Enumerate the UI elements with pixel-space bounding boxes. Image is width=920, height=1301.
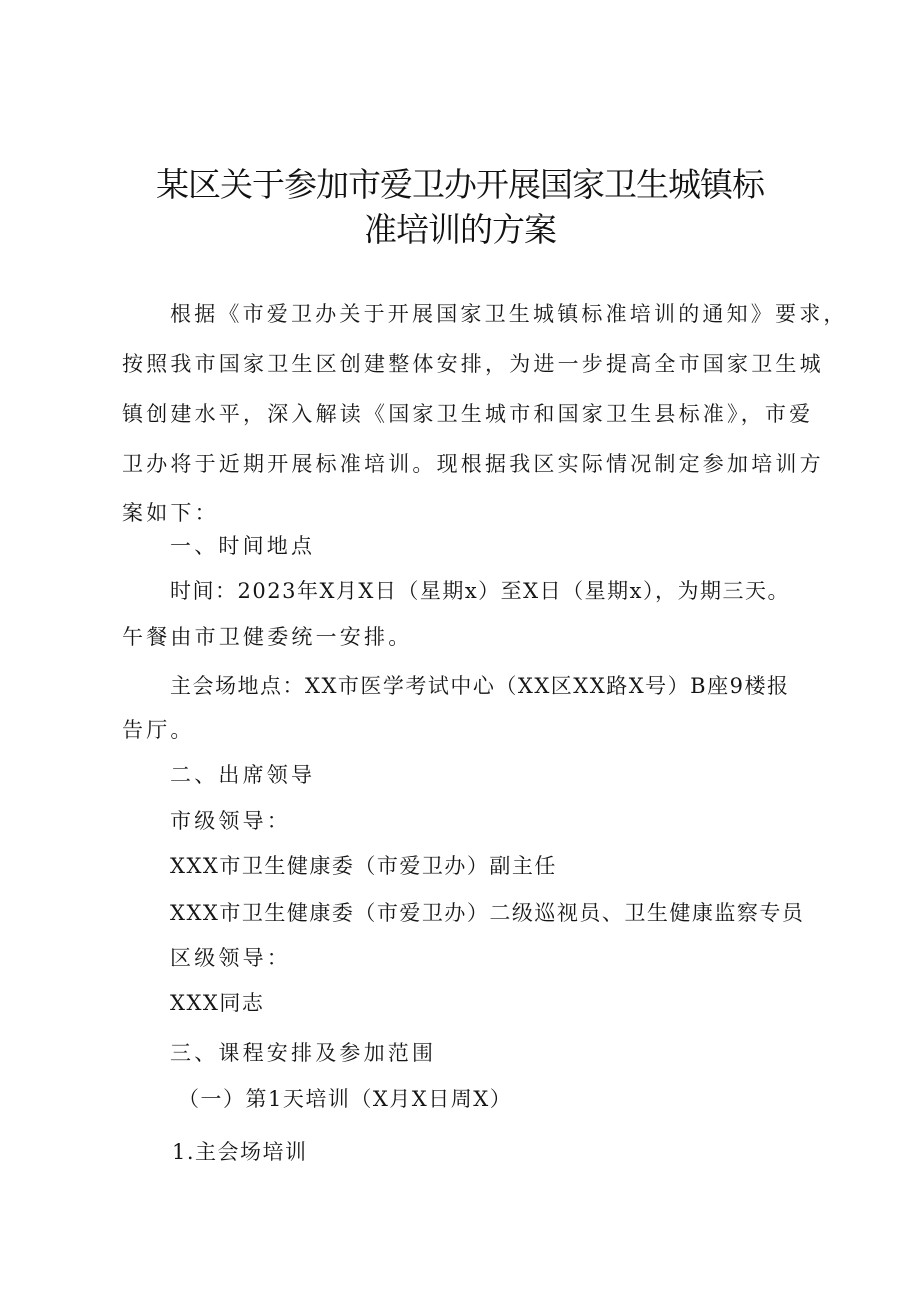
district-leaders-label: 区级领导： [170,946,291,970]
venue-line-2: 告厅。 [122,718,195,742]
city-leader-1: XXX市卫生健康委（市爱卫办）副主任 [170,854,557,878]
venue-line-1: 主会场地点：XX市医学考试中心（XX区XX路X号）B座9楼报 [170,674,790,698]
intro-paragraph-line-5: 案如下： [122,501,219,525]
intro-paragraph-line-3: 镇创建水平，深入解读《国家卫生城市和国家卫生县标准》，市爱 [122,402,814,426]
intro-paragraph-line-1: 根据《市爱卫办关于开展国家卫生城镇标准培训的通知》要求， [170,302,848,326]
intro-paragraph-line-4: 卫办将于近期开展标准培训。现根据我区实际情况制定参加培训方 [122,452,824,476]
day-1-subheading: （一）第1天培训（X月X日周X） [178,1087,513,1111]
intro-paragraph-line-2: 按照我市国家卫生区创建整体安排，为进一步提高全市国家卫生城 [122,352,824,376]
section-2-heading: 二、出席领导 [170,763,316,787]
item-1-main-venue-training: 1.主会场培训 [172,1140,308,1164]
document-title-line-1: 某区关于参加市爱卫办开展国家卫生城镇标 [156,165,764,204]
time-line-1: 时间：2023年X月X日（星期x）至X日（星期x），为期三天。 [170,579,790,603]
city-leader-2: XXX市卫生健康委（市爱卫办）二级巡视员、卫生健康监察专员 [170,901,805,925]
time-line-2: 午餐由市卫健委统一安排。 [122,625,413,649]
district-leader-1: XXX同志 [170,991,265,1015]
section-1-heading: 一、时间地点 [170,534,316,558]
document-title-line-2: 准培训的方案 [364,210,556,249]
city-leaders-label: 市级领导： [170,809,291,833]
section-3-heading: 三、课程安排及参加范围 [170,1041,437,1065]
